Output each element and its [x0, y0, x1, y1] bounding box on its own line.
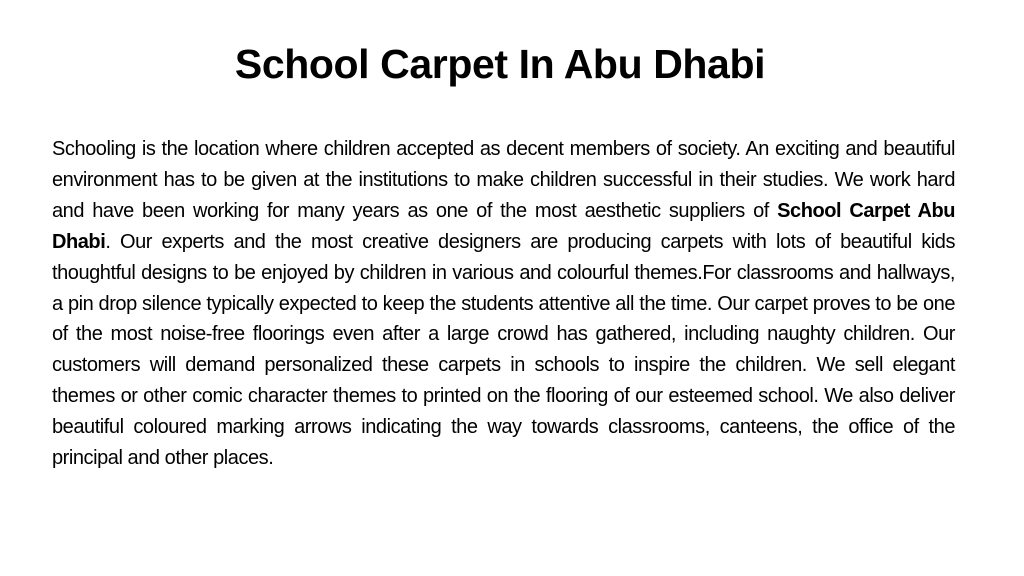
paragraph-text-end: . Our experts and the most creative designers are producing carpets with lots of beautiful kids thoughtful designs to be enjoyed by children in various and colourful themes.For classrooms and hallways, a pin drop silence typically expected to keep the students attentive all the time. Our carpet proves to be one of the most noise-free floorings even after a large crowd has gathered, including naughty children. Our customers will demand personalized these carpets in schools to inspire the children. We sell elegant themes or other comic character themes to printed on the flooring of our esteemed school. We also deliver beautiful coloured marking arrows indicating the way towards classrooms, canteens, the office of the principal and other places. — [52, 230, 955, 470]
paragraph-highlight: School Carpet Abu Dhabi — [52, 199, 956, 253]
slide-title: School Carpet In Abu Dhabi — [234, 41, 766, 87]
paragraph-text-start: Schooling is the location where children accepted as decent members of society. An exciting and beautiful environment has to be given at the institutions to make children successful in their studies. We work hard and have been working for many years as one of the most aesthetic suppliers of — [52, 138, 955, 222]
body-paragraph — [52, 134, 955, 474]
